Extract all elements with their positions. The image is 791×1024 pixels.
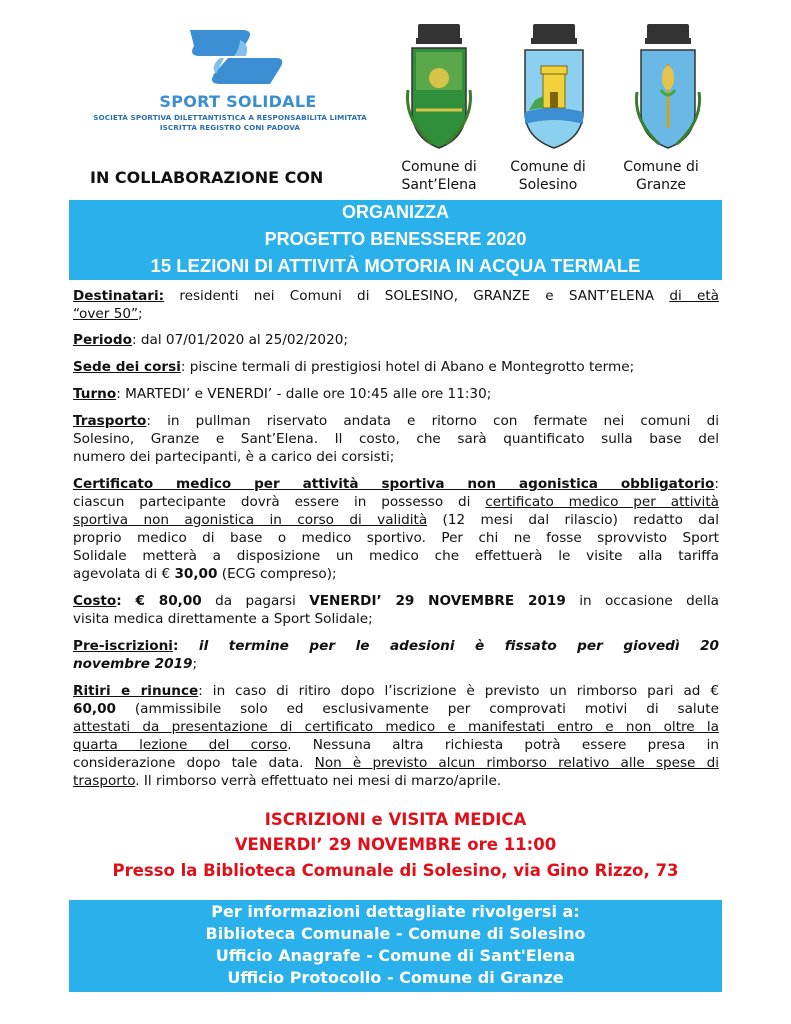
- destinatari-text: residenti nei Comuni di SOLESINO, GRANZE e SANT’ELENA: [164, 288, 670, 304]
- info-protocollo: Ufficio Protocollo - Comune di Granze: [227, 968, 564, 987]
- turno-label: Turno: [73, 386, 117, 402]
- certificato-line2: [73, 493, 719, 511]
- preiscrizioni-label: Pre-iscrizioni: [73, 638, 173, 654]
- banner-project-title: PROGETTO BENESSERE 2020: [264, 229, 527, 249]
- comune-solesino-line2: Solesino: [518, 177, 578, 193]
- certificato-requirement: certificato medico per attività: [485, 494, 719, 510]
- logo-subtitle: SOCIETÀ SPORTIVA DILETTANTISTICA A RESPONSABILITÀ LIMITATA: [93, 113, 367, 122]
- banner-organizza: ORGANIZZA: [342, 202, 449, 222]
- trasporto-line1: [73, 412, 719, 430]
- destinatari-line2: [73, 305, 719, 323]
- ritiri-trasporto: trasporto: [73, 773, 136, 789]
- sede-label: Sede dei corsi: [73, 359, 181, 375]
- ritiri-line4: [73, 736, 719, 754]
- sede-text: : piscine termali di prestigiosi hotel di Abano e Montegrotto terme;: [180, 359, 635, 375]
- periodo-line: [73, 331, 719, 349]
- comune-solesino-label: [500, 158, 596, 194]
- certificato-line1: [73, 475, 719, 493]
- info-banner: [69, 900, 722, 992]
- ritiri-line1: [73, 682, 719, 700]
- preiscrizioni-line2: [73, 655, 719, 673]
- costo-label: Costo: [73, 593, 117, 609]
- periodo-label: Periodo: [73, 332, 132, 348]
- trasporto-line3: numero dei partecipanti, è a carico dei corsisti;: [73, 449, 395, 465]
- sede-line: [73, 358, 719, 376]
- certificato-text2: ciascun partecipante dovrà essere in possesso di: [73, 494, 486, 510]
- logo-registry: ISCRITTA REGISTRO CONI PADOVA: [159, 123, 301, 132]
- certificato-line4: proprio medico di base o medico sportivo. Per chi ne fosse sprovvisto Sport: [73, 530, 719, 546]
- iscrizioni-date: VENERDI’ 29 NOVEMBRE ore 11:00: [234, 835, 557, 854]
- granze-crest-icon: [631, 20, 705, 152]
- certificato-tariff-note: (ECG compreso);: [217, 566, 337, 582]
- turno-line: [73, 385, 719, 403]
- ritiri-text5: considerazione dopo tale data.: [73, 755, 315, 771]
- preiscrizioni-line1: [73, 637, 719, 655]
- ritiri-text1: : in caso di ritiro dopo l’iscrizione è previsto un rimborso pari ad €: [198, 683, 719, 699]
- solesino-crest-icon: [517, 20, 591, 152]
- santelena-crest-icon: [402, 20, 476, 152]
- certificato-tariff-amount: 30,00: [174, 566, 218, 582]
- ritiri-line3: [73, 718, 719, 736]
- ritiri-amount: 60,00: [73, 701, 116, 717]
- trasporto-text1: : in pullman riservato andata e ritorno con fermate nei comuni di: [146, 413, 719, 429]
- organizza-banner: [69, 200, 722, 280]
- destinatari-over50: “over 50”: [73, 306, 139, 322]
- comune-santelena-line1: Comune di: [401, 159, 477, 175]
- certificato-text3: (12 mesi dal rilascio) redatto dal: [427, 512, 719, 528]
- info-heading: Per informazioni dettagliate rivolgersi a:: [211, 902, 580, 921]
- collaboration-heading: IN COLLABORAZIONE CON: [90, 168, 324, 187]
- preiscrizioni-date: novembre 2019: [73, 656, 193, 672]
- preiscrizioni-colon: :: [172, 638, 199, 654]
- destinatari-line1: [73, 287, 719, 305]
- comune-solesino-line1: Comune di: [510, 159, 586, 175]
- preiscrizioni-end: ;: [192, 656, 198, 672]
- banner-lessons: 15 LEZIONI DI ATTIVITÀ MOTORIA IN ACQUA TERMALE: [150, 255, 641, 276]
- certificato-line6: [73, 565, 719, 583]
- comune-santelena-label: [391, 158, 487, 194]
- destinatari-end: ;: [138, 306, 143, 322]
- costo-text2: in occasione della: [565, 593, 719, 609]
- ritiri-lesson-limit: quarta lezione del corso: [73, 737, 288, 753]
- ritiri-no-refund: Non è previsto alcun rimborso relativo alle spese di: [314, 755, 719, 771]
- costo-text1: da pagarsi: [201, 593, 310, 609]
- info-anagrafe: Ufficio Anagrafe - Comune di Sant'Elena: [215, 946, 576, 965]
- preiscrizioni-deadline: il termine per le adesioni è fissato per giovedì 20: [198, 638, 719, 654]
- ritiri-line6: [73, 772, 719, 790]
- trasporto-label: Trasporto: [73, 413, 147, 429]
- periodo-text: : dal 07/01/2020 al 25/02/2020;: [131, 332, 348, 348]
- comune-granze-label: [613, 158, 709, 194]
- trasporto-line2: Solesino, Granze e Sant’Elena. Il costo, che sarà quantificato sulla base del: [73, 431, 719, 447]
- iscrizioni-heading: ISCRIZIONI e VISITA MEDICA: [264, 810, 527, 829]
- ritiri-label: Ritiri e rinunce: [73, 683, 199, 699]
- comune-santelena-line2: Sant’Elena: [401, 177, 477, 193]
- comune-granze-line1: Comune di: [623, 159, 699, 175]
- info-biblioteca: Biblioteca Comunale - Comune di Solesino: [205, 924, 586, 943]
- destinatari-label: Destinatari:: [73, 288, 165, 304]
- costo-line1: [73, 592, 719, 610]
- comune-granze-line2: Granze: [635, 177, 687, 193]
- certificato-validity: sportiva non agonistica in corso di validità: [73, 512, 428, 528]
- costo-date: VENERDI’ 29 NOVEMBRE 2019: [309, 593, 566, 609]
- costo-line2: visita medica direttamente a Sport Solidale;: [73, 611, 373, 627]
- certificato-line3: [73, 511, 719, 529]
- costo-price: : € 80,00: [116, 593, 202, 609]
- ritiri-line5: [73, 754, 719, 772]
- ritiri-text6: . Il rimborso verrà effettuato nei mesi di marzo/aprile.: [135, 773, 502, 789]
- ritiri-text4: . Nessuna altra richiesta potrà essere presa in: [287, 737, 719, 753]
- destinatari-age: di età: [669, 288, 719, 304]
- certificato-line5: Solidale metterà a disposizione un medico che effettuerà le visite alla tariffa: [73, 548, 719, 564]
- certificato-tariff-text: agevolata di €: [73, 566, 175, 582]
- ritiri-text2: (ammissibile solo ed esclusivamente per comprovati motivi di salute: [116, 701, 719, 717]
- iscrizioni-location: Presso la Biblioteca Comunale di Solesino, via Gino Rizzo, 73: [112, 861, 679, 880]
- certificato-colon: :: [714, 476, 719, 492]
- turno-text: : MARTEDI’ e VENERDI’ - dalle ore 10:45 alle ore 11:30;: [116, 386, 492, 402]
- sport-solidale-logo-icon: [180, 22, 290, 92]
- logo-name: SPORT SOLIDALE: [159, 92, 317, 111]
- ritiri-line2: [73, 700, 719, 718]
- ritiri-medical-condition: attestati da presentazione di certificato medico e manifestati entro e non oltre la: [73, 719, 719, 735]
- certificato-label: Certificato medico per attività sportiva non agonistica obbligatorio: [73, 476, 715, 492]
